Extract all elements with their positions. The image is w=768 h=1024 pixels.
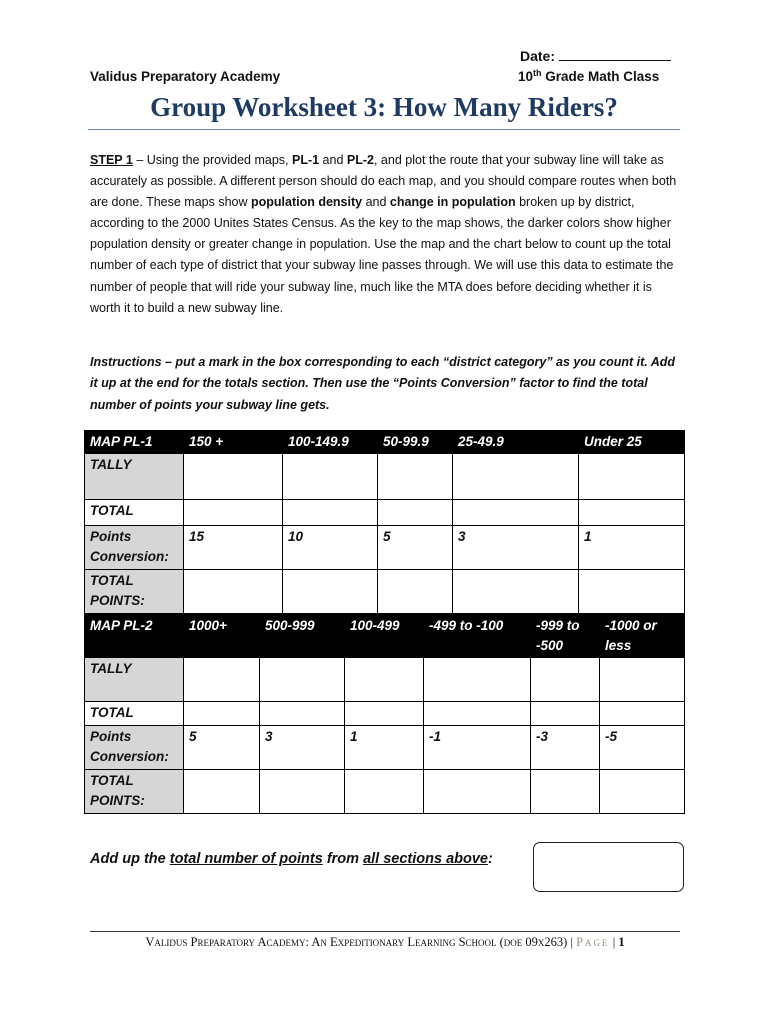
- footer-page-number: 1: [618, 935, 625, 949]
- total-cell[interactable]: [600, 702, 685, 726]
- total-points-cell[interactable]: [600, 770, 685, 814]
- step-1-label: STEP 1: [90, 153, 133, 167]
- total-cell[interactable]: [345, 702, 424, 726]
- total-cell[interactable]: [378, 500, 453, 526]
- points-value: -1: [424, 726, 531, 770]
- step-1-text-c: , and plot the route that your subway line will take as accurately as possible. A different person should do each map, and you should compare routes when both are done. These maps show: [90, 153, 677, 210]
- class-name: [518, 68, 659, 84]
- step-1-text-e: broken up by district, according to the 2000 Unites States Census. As the key to the map shows, the darker colors show higher population density or greater change in population. Use the map and the chart below to count up the total number of each type of district that your subway line passes through. We will use this data to estimate the number of people that will ride your subway line, much like the MTA does before deciding whether it is worth it to build a new subway line.: [90, 195, 674, 315]
- page-title: Group Worksheet 3: How Many Riders?: [150, 92, 618, 122]
- points-value: -3: [531, 726, 600, 770]
- tally-cell[interactable]: [531, 658, 600, 702]
- points-value: 5: [378, 526, 453, 570]
- map-pl2-ref: PL-2: [346, 153, 374, 167]
- tally-cell[interactable]: [283, 454, 378, 500]
- tally-cell[interactable]: [260, 658, 345, 702]
- header-cell: -999 to -500: [531, 615, 600, 658]
- row-label: TOTAL: [85, 500, 184, 526]
- total-number-of-points-term: total number of points: [169, 851, 323, 867]
- tally-cell[interactable]: [378, 454, 453, 500]
- total-row: [85, 500, 685, 526]
- map-pl1-ref: PL-1: [291, 153, 320, 167]
- footer-divider: [90, 931, 680, 932]
- population-density-term: population density: [250, 195, 363, 210]
- date-label: Date:: [520, 48, 556, 64]
- tally-cell[interactable]: [600, 658, 685, 702]
- row-label: TOTAL POINTS:: [85, 570, 184, 614]
- total-cell[interactable]: [579, 500, 685, 526]
- all-sections-above-term: all sections above: [363, 851, 488, 867]
- points-conversion-row: [85, 526, 685, 570]
- points-value: 5: [184, 726, 260, 770]
- row-label: Points Conversion:: [85, 526, 184, 570]
- grand-total-answer-box[interactable]: [533, 842, 684, 892]
- change-in-population-term: change in population: [389, 195, 516, 210]
- total-points-row: [85, 770, 685, 814]
- total-points-cell[interactable]: [453, 570, 579, 614]
- points-value: 3: [260, 726, 345, 770]
- school-name: Validus Preparatory Academy: [90, 69, 281, 84]
- total-points-cell[interactable]: [424, 770, 531, 814]
- tally-cell[interactable]: [424, 658, 531, 702]
- points-conversion-row: [85, 726, 685, 770]
- total-cell[interactable]: [424, 702, 531, 726]
- grade-class-text: Grade Math Class: [541, 69, 660, 84]
- header-cell: 500-999: [260, 615, 345, 658]
- points-value: -5: [600, 726, 685, 770]
- grand-total-text-b: from: [322, 851, 364, 867]
- header-cell: -499 to -100: [424, 615, 531, 658]
- page-footer: [90, 935, 680, 950]
- table-header-row: [85, 615, 685, 658]
- tally-row: [85, 454, 685, 500]
- row-label: TOTAL: [85, 702, 184, 726]
- footer-separator: |: [609, 935, 619, 949]
- row-label: TOTAL POINTS:: [85, 770, 184, 814]
- grade-number: 10: [518, 69, 534, 84]
- total-points-cell[interactable]: [531, 770, 600, 814]
- step-1-text-d: and: [362, 195, 390, 210]
- table-header-row: [85, 431, 685, 454]
- total-points-row: [85, 570, 685, 614]
- date-blank-line: [559, 47, 671, 61]
- total-cell[interactable]: [184, 702, 260, 726]
- title-divider: [88, 129, 680, 130]
- date-field: [520, 47, 671, 64]
- header-cell: 50-99.9: [378, 431, 453, 454]
- tally-row: [85, 658, 685, 702]
- points-value: 15: [184, 526, 283, 570]
- total-points-cell[interactable]: [184, 770, 260, 814]
- points-value: 1: [345, 726, 424, 770]
- grand-total-prompt: [90, 851, 493, 867]
- total-points-cell[interactable]: [378, 570, 453, 614]
- row-label: TALLY: [85, 658, 184, 702]
- instructions-paragraph: Instructions – put a mark in the box corresponding to each “district category” as you count it. Add it up at the end for the totals section. Then use the “Points Conversion” factor to find the total number of points your subway line gets.: [90, 355, 676, 412]
- header-cell: 150 +: [184, 431, 283, 454]
- header-cell: MAP PL-2: [85, 615, 184, 658]
- header-cell: -1000 or less: [600, 615, 685, 658]
- total-points-cell[interactable]: [184, 570, 283, 614]
- row-label: TALLY: [85, 454, 184, 500]
- map-pl1-table: [84, 430, 685, 614]
- points-value: 1: [579, 526, 685, 570]
- step-1-text-b: and: [319, 153, 347, 167]
- tally-cell[interactable]: [579, 454, 685, 500]
- total-cell[interactable]: [260, 702, 345, 726]
- header-cell: 100-149.9: [283, 431, 378, 454]
- step-1-paragraph: [90, 150, 682, 319]
- grade-suffix: th: [533, 68, 542, 78]
- total-points-cell[interactable]: [283, 570, 378, 614]
- row-label: Points Conversion:: [85, 726, 184, 770]
- header-cell: 25-49.9: [453, 431, 579, 454]
- header-cell: Under 25: [579, 431, 685, 454]
- total-cell[interactable]: [531, 702, 600, 726]
- header-cell: 100-499: [345, 615, 424, 658]
- tally-cell[interactable]: [184, 454, 283, 500]
- grand-total-text-a: Add up the: [90, 851, 170, 867]
- total-points-cell[interactable]: [579, 570, 685, 614]
- header-cell: MAP PL-1: [85, 431, 184, 454]
- footer-school-text: Validus Preparatory Academy: An Expeditionary Learning School (doe 09x263) |: [145, 935, 577, 949]
- grand-total-text-c: :: [488, 851, 493, 867]
- tally-cell[interactable]: [184, 658, 260, 702]
- map-pl2-table: [84, 614, 685, 814]
- total-cell[interactable]: [453, 500, 579, 526]
- tally-cell[interactable]: [453, 454, 579, 500]
- total-points-cell[interactable]: [345, 770, 424, 814]
- total-cell[interactable]: [283, 500, 378, 526]
- total-points-cell[interactable]: [260, 770, 345, 814]
- header-cell: 1000+: [184, 615, 260, 658]
- points-value: 10: [283, 526, 378, 570]
- step-1-text-a: – Using the provided maps,: [132, 153, 292, 167]
- points-value: 3: [453, 526, 579, 570]
- footer-page-label: Page: [576, 935, 610, 949]
- tally-cell[interactable]: [345, 658, 424, 702]
- total-cell[interactable]: [184, 500, 283, 526]
- total-row: [85, 702, 685, 726]
